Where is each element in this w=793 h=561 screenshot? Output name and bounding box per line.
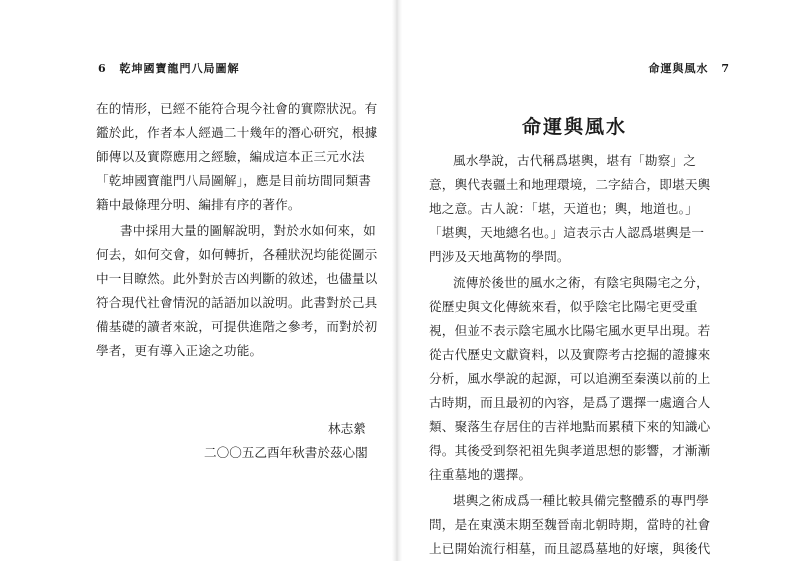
left-text-line: 符合現代社會情況的話語加以說明。此書對於己具 — [96, 295, 378, 310]
right-text-line: 風水學說，古代稱爲堪輿，堪有「勘察」之 — [453, 153, 697, 168]
right-text-line: 流傳於後世的風水之術，有陰宅與陽宅之分， — [453, 275, 709, 290]
right-text-line: 視，但並不表示陰宅風水比陽宅風水更早出現。若 — [429, 323, 711, 338]
left-text-line: 籍中最條理分明、編排有序的著作。 — [96, 197, 301, 212]
left-text-line: 書中採用大量的圖解說明，對於水如何來，如 — [120, 223, 376, 238]
left-page — [0, 0, 396, 561]
right-text-line: 從古代歷史文獻資料，以及實際考古挖掘的證據來 — [429, 347, 711, 362]
left-running-head — [90, 60, 240, 76]
left-text-line: 中一目瞭然。此外對於吉凶判斷的敘述，也儘量以 — [96, 271, 378, 286]
chapter-title: 命運與風水 — [522, 116, 628, 138]
left-text-line: 何去，如何交會，如何轉折，各種狀況均能從圖示 — [96, 247, 378, 262]
left-text-line: 鑑於此，作者本人經過二十幾年的潛心研究，根據 — [96, 125, 378, 140]
author-signature: 林志縈 — [328, 421, 366, 436]
right-text-line: 上已開始流行相墓，而且認爲墓地的好壞，與後代 — [429, 541, 711, 556]
signature-date-place: 二〇〇五乙酉年秋書於茲心閣 — [204, 445, 368, 460]
right-text-line: 古時期，而且最初的內容，是爲了選擇一處適合人 — [429, 395, 711, 410]
right-text-line: 問，是在東漢末期至魏晉南北朝時期，當時的社會 — [429, 517, 711, 532]
right-text-line: 意，輿代表疆土和地理環境，二字結合，即堪天輿 — [429, 177, 711, 192]
left-text-line: 備基礎的讀者來說，可提供進階之參考，而對於初 — [96, 319, 378, 334]
right-page — [397, 0, 793, 561]
left-text-line: 師傳以及實際應用之經驗，編成這本正三元水法 — [96, 149, 365, 164]
left-text-line: 學者，更有導入正途之功能。 — [96, 343, 263, 358]
right-text-line: 往重墓地的選擇。 — [429, 467, 532, 482]
right-text-line: 類、聚落生存居住的吉祥地點而累積下來的知識心 — [429, 419, 711, 434]
right-text-line: 門涉及天地萬物的學問。 — [429, 249, 570, 264]
left-text-line: 在的情形，已經不能符合現今社會的實際狀況。有 — [96, 101, 378, 116]
right-text-line: 分析，風水學說的起源，可以追溯至秦漢以前的上 — [429, 371, 711, 386]
right-text-line: 「堪輿，天地總名也。」這表示古人認爲堪輿是一 — [429, 225, 705, 240]
left-page-number: 6 — [98, 62, 107, 75]
right-running-head — [649, 60, 739, 76]
right-text-line: 從歷史與文化傳統來看，似乎陰宅比陽宅更受重 — [429, 299, 698, 314]
right-running-head-title: 命運與風水 — [648, 62, 709, 75]
left-text-line: 「乾坤國寶龍門八局圖解」，應是目前坊間同類書 — [96, 173, 372, 188]
right-text-line: 堪輿之術成爲一種比較具備完整體系的專門學 — [453, 493, 709, 508]
right-page-number: 7 — [721, 62, 730, 75]
right-text-line: 得。其後受到祭祀祖先與孝道思想的影響，才漸漸 — [429, 443, 711, 458]
left-running-head-title: 乾坤國寶龍門八局圖解 — [119, 62, 240, 75]
right-text-line: 地之意。古人說：「堪，天道也；輿，地道也。」 — [429, 201, 698, 216]
